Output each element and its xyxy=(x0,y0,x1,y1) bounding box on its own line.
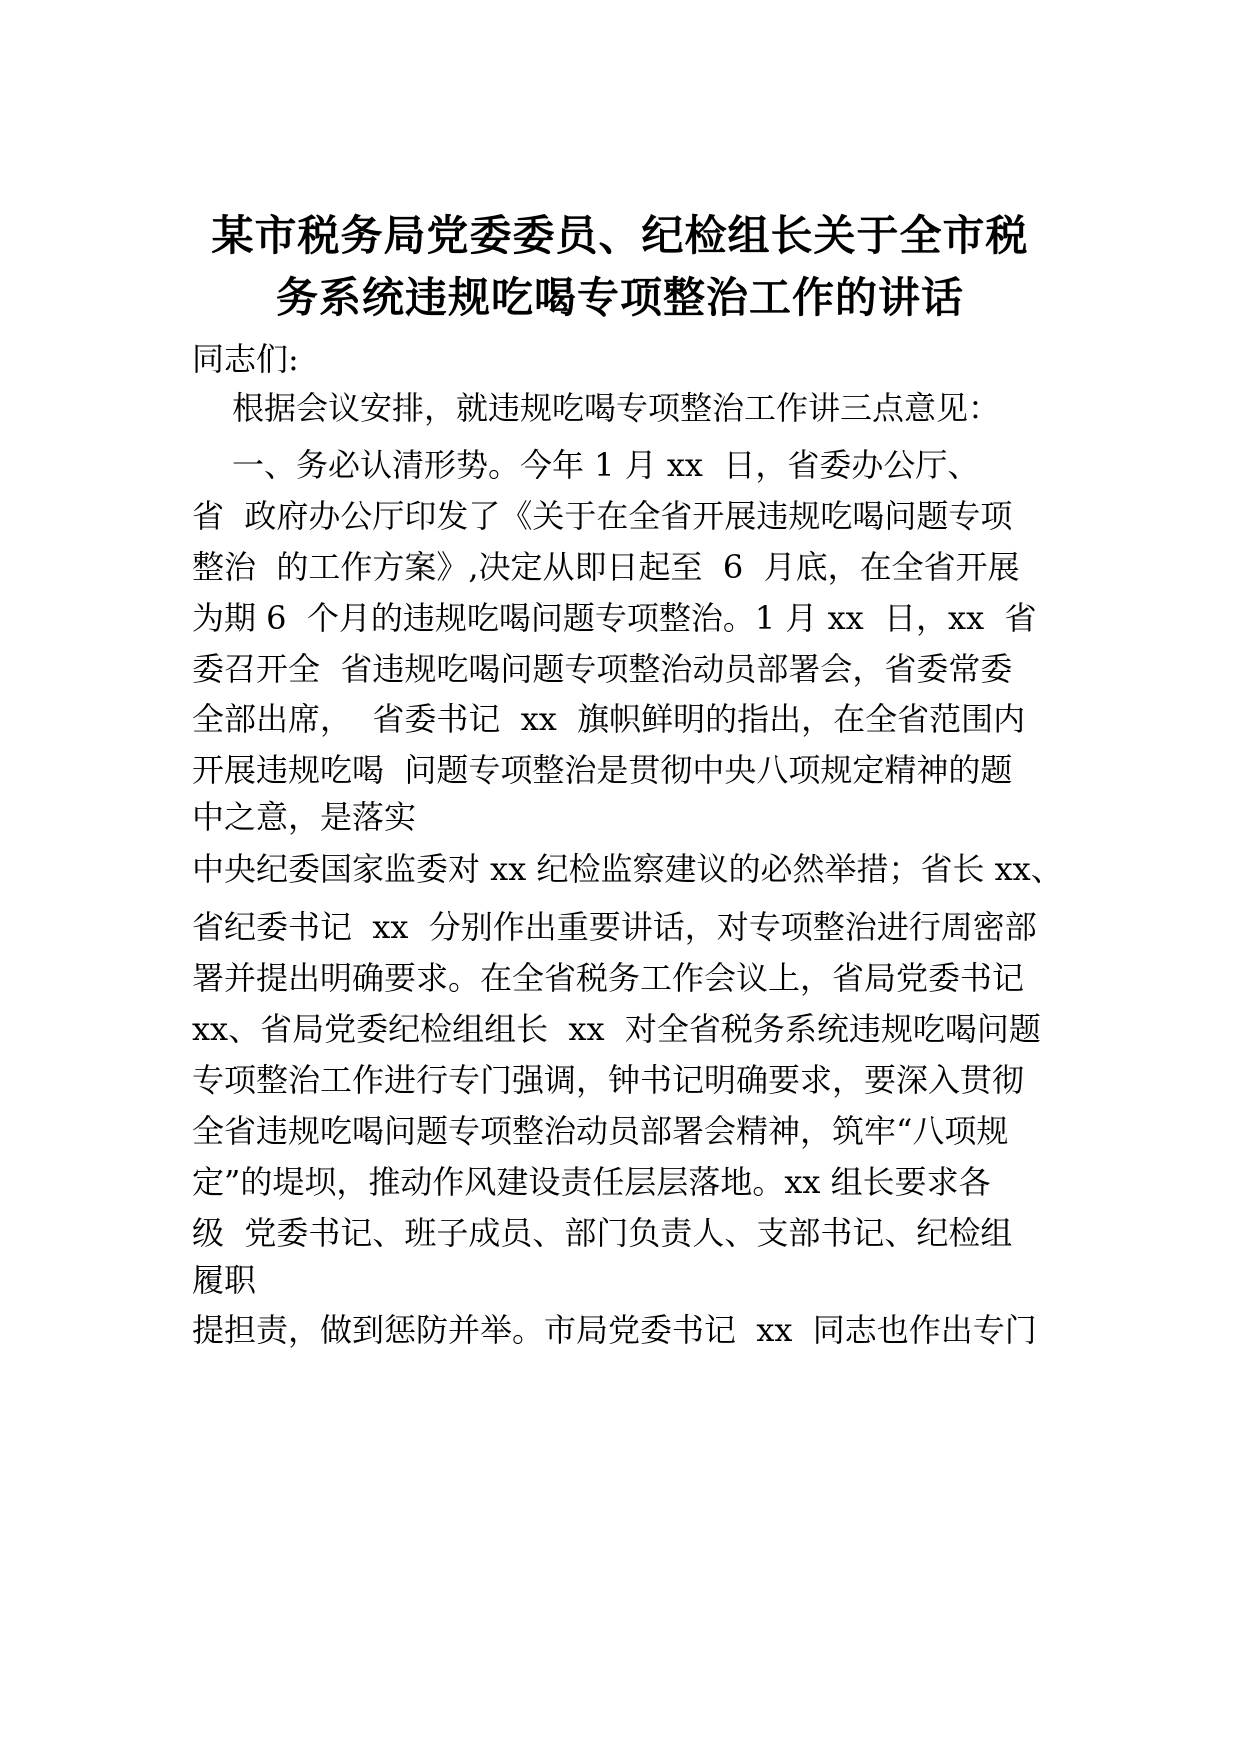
body-line: 全部出席， 省委书记 xx 旗帜鲜明的指出，在全省范围内 xyxy=(192,700,1026,738)
body-line: 一、务必认清形势。今年 1 月 xx 日，省委办公厅、 xyxy=(232,446,980,484)
document-title-line-1: 某市税务局党委委员、纪检组长关于全市税 xyxy=(211,211,1029,260)
body-line: 中之意，是落实 xyxy=(192,798,417,836)
document-title-line-2: 务系统违规吃喝专项整治工作的讲话 xyxy=(275,273,964,322)
body-line: 署并提出明确要求。在全省税务工作会议上，省局党委书记 xyxy=(192,959,1025,997)
body-line: 省纪委书记 xx 分别作出重要讲话，对专项整治进行周密部 xyxy=(192,908,1037,946)
body-line: xx、省局党委纪检组组长 xx 对全省税务系统违规吃喝问题 xyxy=(192,1010,1041,1048)
body-line: 中央纪委国家监委对 xx 纪检监察建议的必然举措；省长 xx、 xyxy=(192,850,1063,888)
body-line: 提担责，做到惩防并举。市局党委书记 xx 同志也作出专门 xyxy=(192,1311,1037,1349)
body-line: 定”的堤坝，推动作风建设责任层层落地。xx 组长要求各 xyxy=(192,1163,991,1201)
body-line: 开展违规吃喝 问题专项整治是贯彻中央八项规定精神的题 xyxy=(192,751,1013,789)
salutation: 同志们: xyxy=(192,340,299,378)
body-line: 省 政府办公厅印发了《关于在全省开展违规吃喝问题专项 xyxy=(192,497,1013,535)
body-line: 根据会议安排，就违规吃喝专项整治工作讲三点意见： xyxy=(232,389,1001,427)
body-line: 专项整治工作进行专门强调，钟书记明确要求，要深入贯彻 xyxy=(192,1061,1025,1099)
body-line: 级 党委书记、班子成员、部门负责人、支部书记、纪检组 xyxy=(192,1214,1013,1252)
body-line: 委召开全 省违规吃喝问题专项整治动员部署会，省委常委 xyxy=(192,650,1013,688)
body-line: 整治 的工作方案》,决定从即日起至 6 月底，在全省开展 xyxy=(192,548,1020,586)
body-line: 全省违规吃喝问题专项整治动员部署会精神，筑牢“八项规 xyxy=(192,1112,1009,1150)
body-line: 履职 xyxy=(192,1261,257,1299)
body-line: 为期 6 个月的违规吃喝问题专项整治。1 月 xx 日，xx 省 xyxy=(192,599,1037,637)
